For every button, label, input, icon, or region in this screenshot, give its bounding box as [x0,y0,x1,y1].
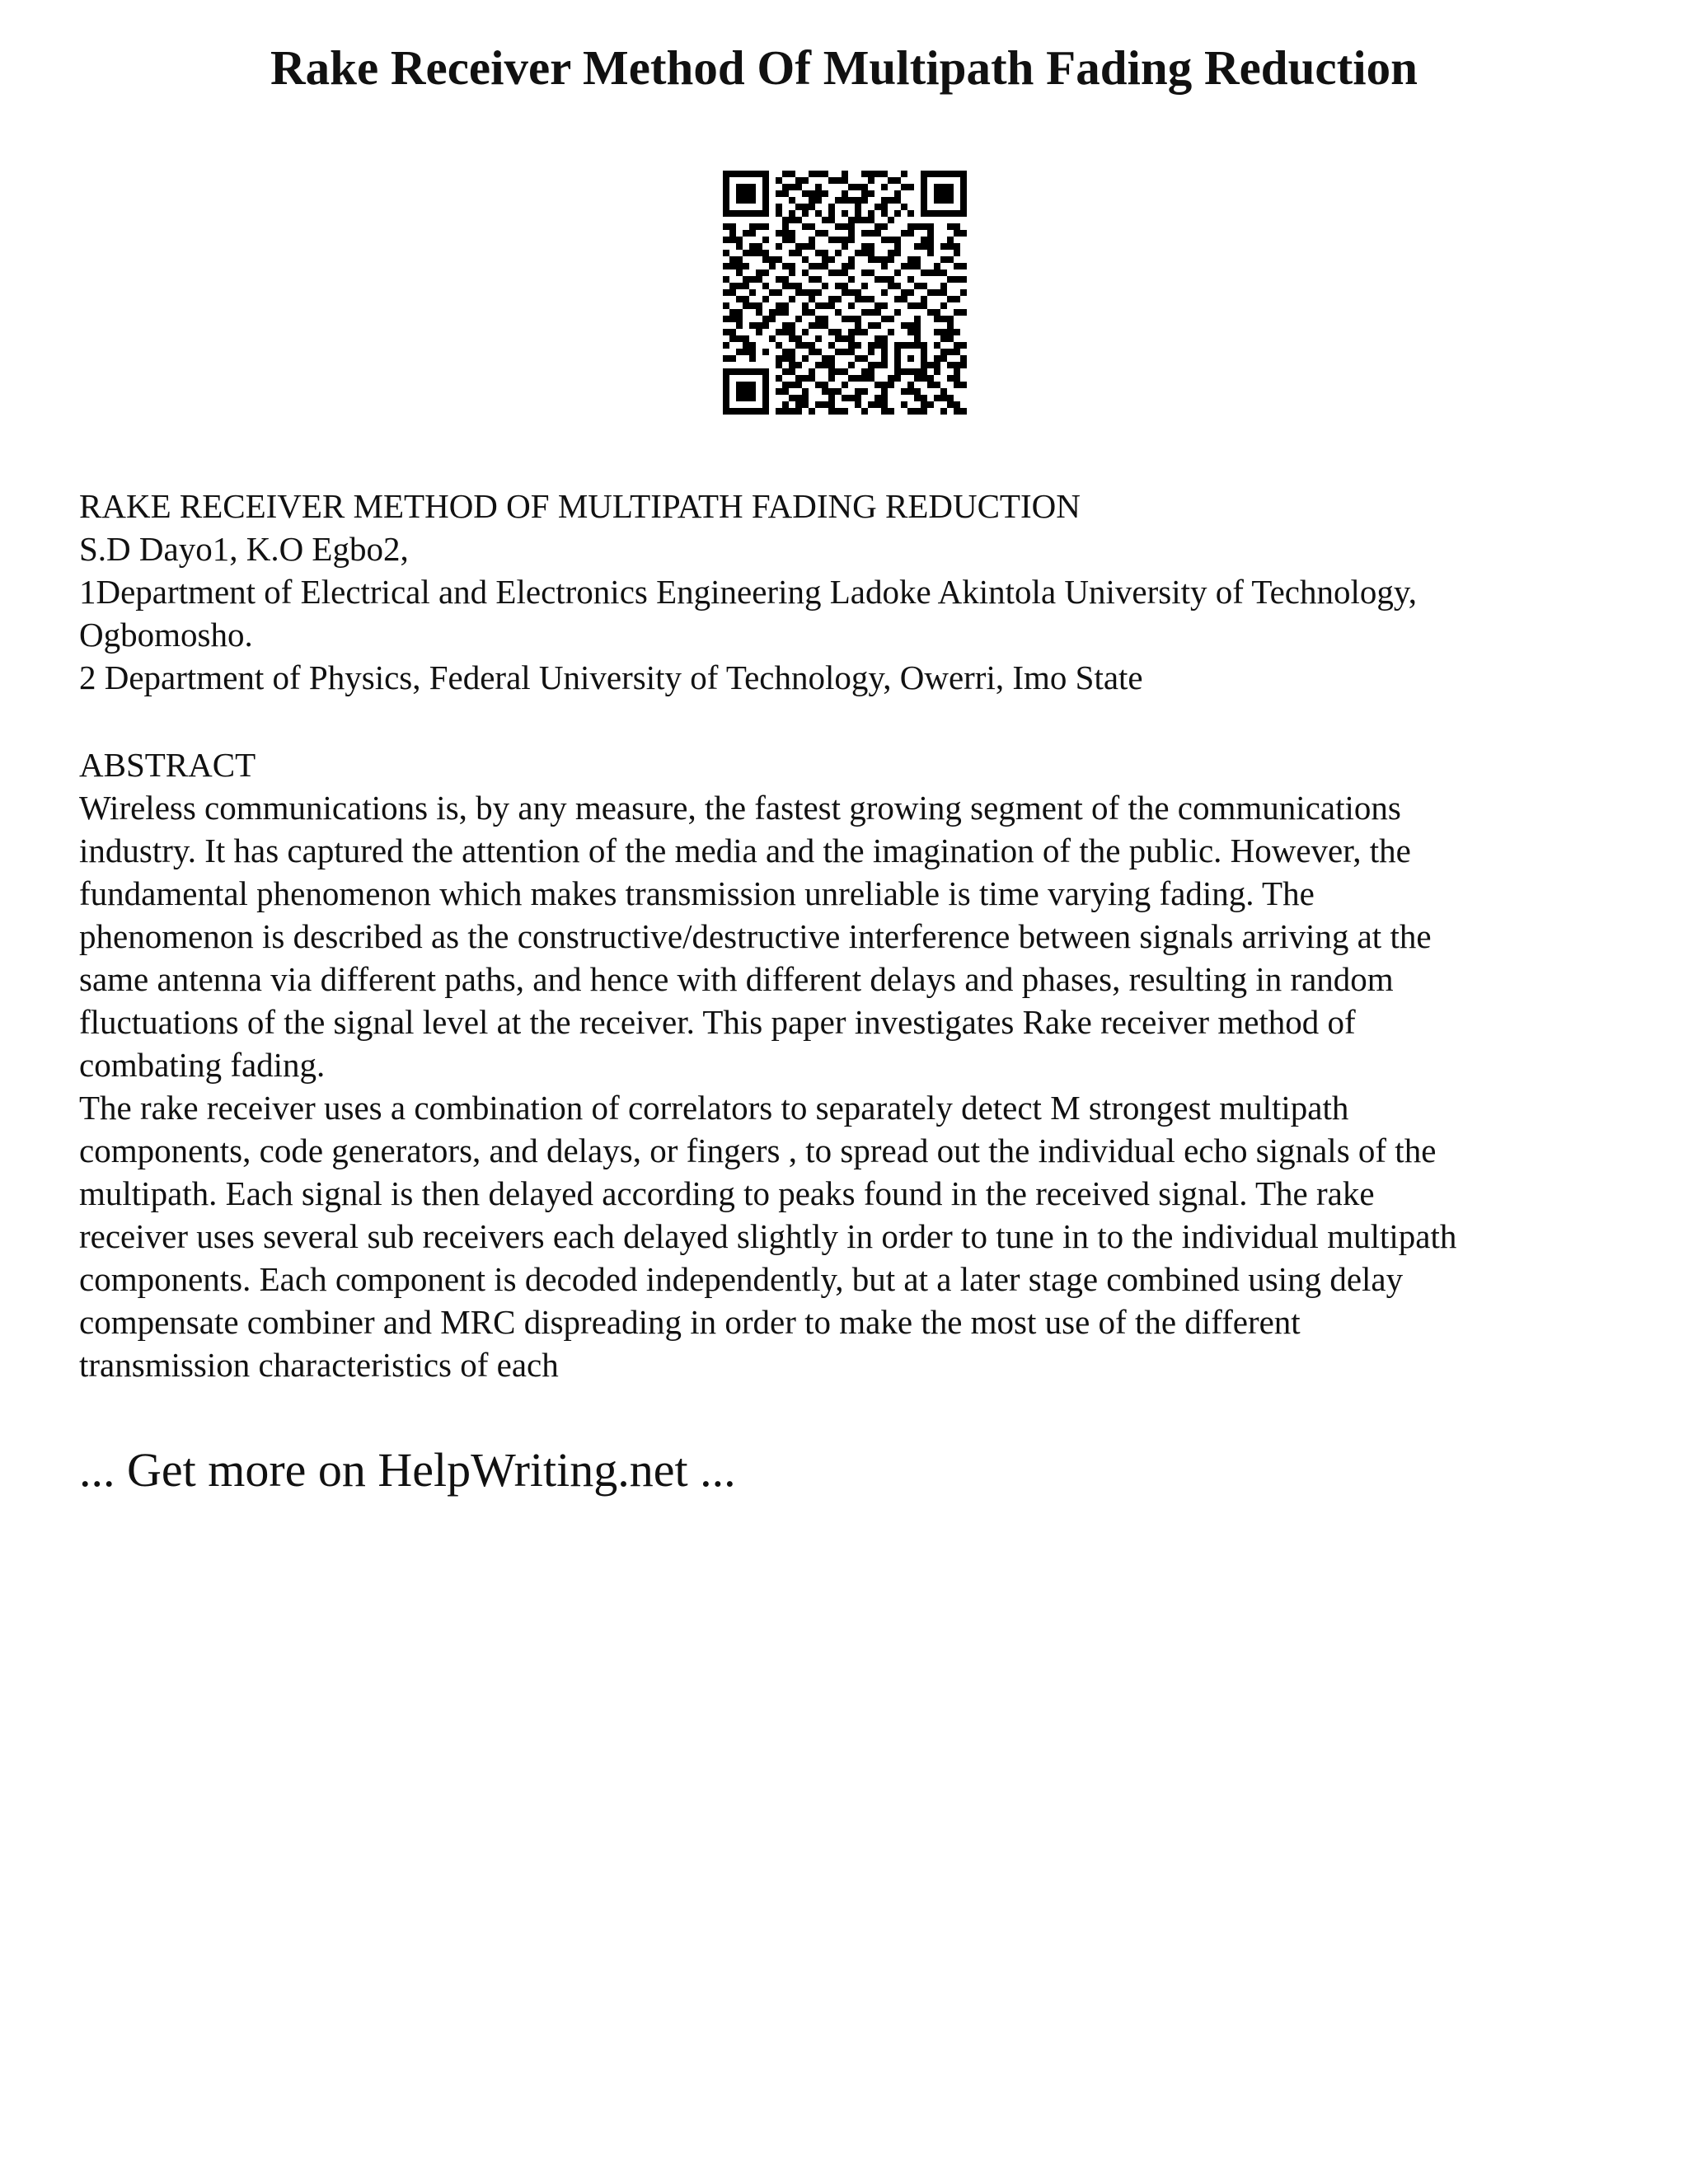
abstract-heading: ABSTRACT [79,746,256,784]
affiliation-1-city: Ogbomosho. [79,616,253,654]
abstract-line: components, code generators, and delays, or fingers , to spread out the individual echo signals of the [79,1132,1437,1169]
abstract-line: transmission characteristics of each [79,1346,559,1384]
abstract-line: compensate combiner and MRC dispreading in order to make the most use of the different [79,1303,1301,1341]
paper-header [79,485,1629,699]
abstract-line: receiver uses several sub receivers each delayed slightly in order to tune in to the individual multipath [79,1217,1457,1255]
page-title: Rake Receiver Method Of Multipath Fading Reduction [270,40,1418,95]
abstract-line: components. Each component is decoded independently, but at a later stage combined using delay [79,1260,1404,1298]
abstract-line: same antenna via different paths, and hence with different delays and phases, resulting in random [79,960,1394,998]
affiliation-2: 2 Department of Physics, Federal University of Technology, Owerri, Imo State [79,658,1143,696]
affiliation-1: 1Department of Electrical and Electronics Engineering Ladoke Akintola University of Technology, [79,573,1417,611]
abstract-line: industry. It has captured the attention of the media and the imagination of the public. However, the [79,832,1411,869]
qr-code-icon[interactable] [723,171,967,415]
abstract [79,743,1629,1386]
authors: S.D Dayo1, K.O Egbo2, [79,530,409,568]
abstract-line: combating fading. [79,1046,326,1084]
get-more-link[interactable]: ... Get more on HelpWriting.net ... [79,1443,736,1497]
abstract-line: phenomenon is described as the constructive/destructive interference between signals arriving at the [79,917,1432,955]
abstract-line: Wireless communications is, by any measure, the fastest growing segment of the communications [79,789,1401,827]
abstract-line: fluctuations of the signal level at the receiver. This paper investigates Rake receiver method of [79,1003,1356,1041]
abstract-line: The rake receiver uses a combination of correlators to separately detect M strongest multipath [79,1089,1349,1127]
abstract-line: multipath. Each signal is then delayed according to peaks found in the received signal. The rake [79,1174,1375,1212]
paper-heading: RAKE RECEIVER METHOD OF MULTIPATH FADING REDUCTION [79,487,1081,525]
abstract-line: fundamental phenomenon which makes transmission unreliable is time varying fading. The [79,874,1315,912]
